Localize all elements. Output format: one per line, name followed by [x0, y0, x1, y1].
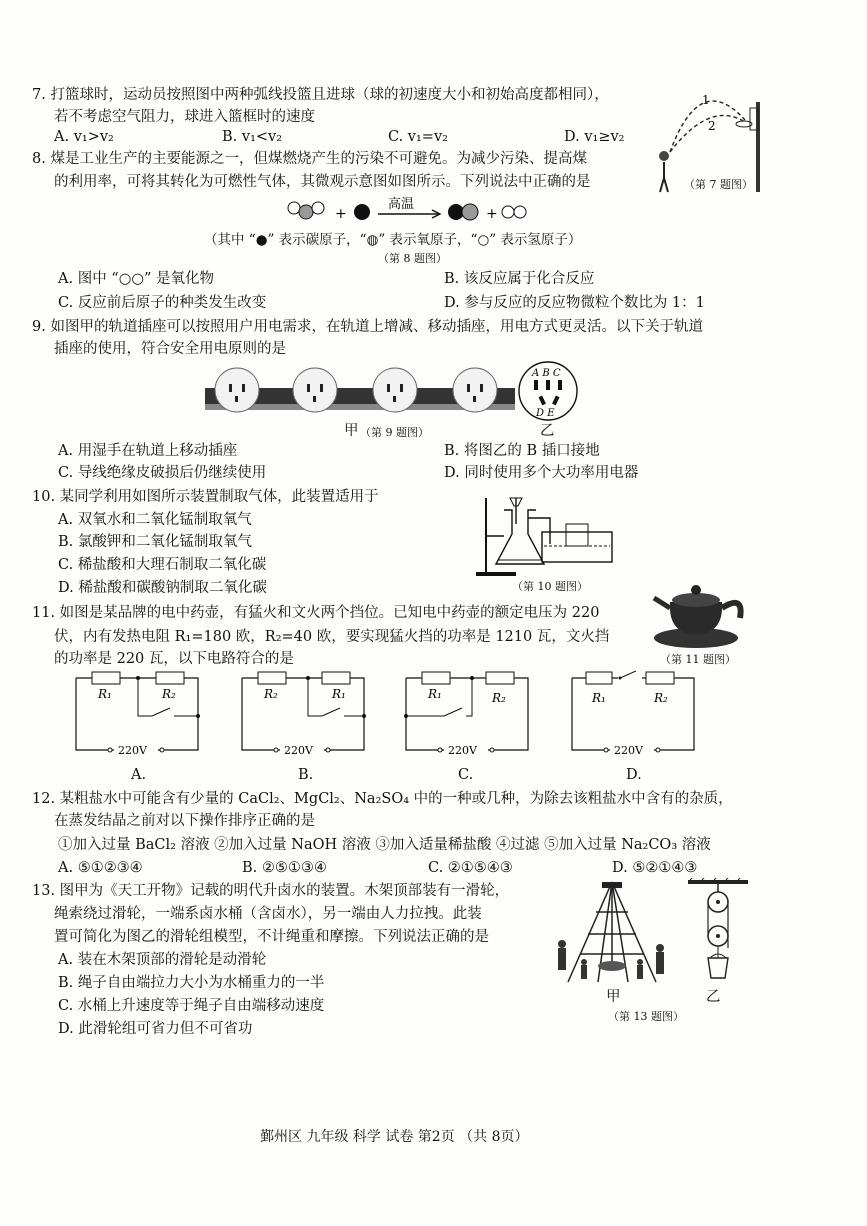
q9-option-a: A. 用湿手在轨道上移动插座 [58, 443, 238, 459]
q7-path-1-label: 1 [702, 93, 710, 107]
q13-stem-line3: 置可简化为图乙的滑轮组模型，不计绳重和摩擦。下列说法正确的是 [54, 929, 489, 945]
q11-stem-line2: 伏，内有发热电阻 R₁=180 欧，R₂=40 欧，要实现猛火挡的功率是 1210 瓦，文火挡 [54, 629, 610, 645]
q9-socket-top-labels: A B C [532, 368, 561, 379]
q8-condition-label: 高温 [388, 197, 415, 212]
q10-option-a: A. 双氧水和二氧化锰制取氧气 [58, 512, 252, 528]
q8-option-b: B. 该反应属于化合反应 [444, 271, 595, 287]
q7-option-c: C. v₁=v₂ [388, 129, 448, 145]
svg-text:+: + [335, 206, 347, 222]
q13-stem-line1: 13. 图甲为《天工开物》记载的明代升卤水的装置。木架顶部装有一滑轮， [32, 883, 510, 899]
q11-c-r2: R₂ [492, 691, 506, 705]
q9-option-d: D. 同时使用多个大功率用电器 [444, 465, 639, 481]
q9-option-c: C. 导线绝缘皮破损后仍继续使用 [58, 465, 267, 481]
q9-stem-line1: 9. 如图甲的轨道插座可以按照用户用电需求，在轨道上增减、移动插座，用电方式更灵活。以下关于轨道 [32, 319, 703, 335]
q8-option-d: D. 参与反应的反应物微粒个数比为 1：1 [444, 295, 705, 311]
q9-figure-caption: （第 9 题图） [360, 426, 429, 439]
q12-option-a: A. ⑤①②③④ [58, 860, 143, 876]
q11-kettle-photo [648, 572, 748, 650]
q13-yi-pulley-diagram [688, 878, 748, 988]
q11-b-voltage: 220V [284, 744, 313, 757]
q12-option-c: C. ②①⑤④③ [428, 860, 513, 876]
q11-circuit-d [566, 668, 700, 762]
q11-d-voltage: 220V [614, 744, 643, 757]
q9-figure-jia: 甲 [344, 423, 359, 439]
page-footer: 鄞州区 九年级 科学 试卷 第2页 （共 8页） [260, 1129, 529, 1145]
q11-c-voltage: 220V [448, 744, 477, 757]
q13-figure-yi: 乙 [706, 989, 721, 1005]
q8-option-c: C. 反应前后原子的种类发生改变 [58, 295, 267, 311]
q8-stem-line2: 的利用率，可将其转化为可燃性气体，其微观示意图如图所示。下列说法中正确的是 [54, 174, 591, 190]
q11-b-r1: R₁ [332, 687, 346, 701]
q7-option-b: B. v₁<v₂ [222, 129, 283, 145]
q13-figure-jia: 甲 [606, 989, 621, 1005]
q9-option-b: B. 将图乙的 B 插口接地 [444, 443, 600, 459]
q11-stem-line1: 11. 如图是某品牌的电中药壶，有猛火和文火两个挡位。已知电中药壶的额定电压为 220 [32, 605, 600, 621]
q12-option-b: B. ②⑤①③④ [242, 860, 327, 876]
q10-option-d: D. 稀盐酸和碳酸钠制取二氧化碳 [58, 580, 267, 596]
q12-steps: ①加入过量 BaCl₂ 溶液 ②加入过量 NaOH 溶液 ③加入适量稀盐酸 ④过滤 ⑤加入过量 Na₂CO₃ 溶液 [58, 837, 711, 853]
q11-a-r2: R₂ [162, 687, 176, 701]
q13-option-c: C. 水桶上升速度等于绳子自由端移动速度 [58, 998, 325, 1014]
q7-stem-line2: 若不考虑空气阻力，球进入篮框时的速度 [54, 109, 315, 125]
q9-socket-bottom-labels: D E [536, 408, 555, 419]
q11-d-r1: R₁ [592, 691, 606, 705]
q10-option-b: B. 氯酸钾和二氧化锰制取氧气 [58, 534, 252, 550]
q7-figure-caption: （第 7 题图） [684, 178, 753, 191]
q11-b-r2: R₂ [264, 687, 278, 701]
svg-text:+: + [486, 206, 498, 222]
q7-option-a: A. v₁>v₂ [54, 129, 114, 145]
q13-option-a: A. 装在木架顶部的滑轮是动滑轮 [58, 952, 267, 968]
q11-circuit-a [70, 668, 204, 762]
q11-circuit-b [236, 668, 370, 762]
q9-stem-line2: 插座的使用，符合安全用电原则的是 [54, 341, 286, 357]
q13-option-b: B. 绳子自由端拉力大小为水桶重力的一半 [58, 975, 325, 991]
q12-option-d: D. ⑤②①④③ [612, 860, 698, 876]
q10-apparatus-figure [470, 494, 620, 578]
q11-option-a: A. [131, 767, 147, 783]
q11-c-r1: R₁ [428, 687, 442, 701]
q12-stem-line2: 在蒸发结晶之前对以下操作排序正确的是 [54, 813, 315, 829]
q8-stem-line1: 8. 煤是工业生产的主要能源之一，但煤燃烧产生的污染不可避免。为减少污染、提高煤 [32, 151, 587, 167]
q11-option-d: D. [626, 767, 642, 783]
q9-socket-diagram-yi [516, 360, 580, 422]
q11-d-r2: R₂ [654, 691, 668, 705]
q11-a-voltage: 220V [118, 744, 147, 757]
q8-legend: （其中 “●” 表示碳原子，“◍” 表示氧原子，“○” 表示氢原子） [204, 232, 582, 248]
q10-option-c: C. 稀盐酸和大理石制取二氧化碳 [58, 557, 267, 573]
q13-figure-caption: （第 13 题图） [608, 1010, 684, 1023]
q7-stem-line1: 7. 打篮球时，运动员按照图中两种弧线投篮且进球（球的初速度大小和初始高度都相同）， [32, 87, 609, 103]
q13-option-d: D. 此滑轮组可省力但不可省功 [58, 1021, 253, 1037]
q11-stem-line3: 的功率是 220 瓦，以下电路符合的是 [54, 651, 294, 667]
q11-circuit-c [400, 668, 534, 762]
q8-option-a: A. 图中 “○○” 是氧化物 [58, 271, 215, 287]
q8-figure-caption: （第 8 题图） [378, 252, 447, 265]
q11-option-b: B. [298, 767, 314, 783]
q13-stem-line2: 绳索绕过滑轮，一端系卤水桶（含卤水），另一端由人力拉拽。此装 [54, 906, 482, 922]
q11-figure-caption: （第 11 题图） [660, 653, 736, 666]
q7-path-2-label: 2 [708, 119, 716, 133]
q8-reaction-diagram [280, 196, 540, 232]
q10-figure-caption: （第 10 题图） [512, 580, 588, 593]
q12-stem-line1: 12. 某粗盐水中可能含有少量的 CaCl₂、MgCl₂、Na₂SO₄ 中的一种或几种，为除去该粗盐水中含有的杂质， [32, 791, 733, 807]
q10-stem: 10. 某同学利用如图所示装置制取气体，此装置适用于 [32, 489, 379, 505]
q11-option-c: C. [458, 767, 474, 783]
q9-track-socket-photo [205, 360, 515, 422]
q7-option-d: D. v₁≥v₂ [564, 129, 625, 145]
q11-a-r1: R₁ [98, 687, 112, 701]
q9-figure-yi: 乙 [540, 423, 555, 439]
q13-jia-wooden-frame-illustration [548, 878, 676, 988]
